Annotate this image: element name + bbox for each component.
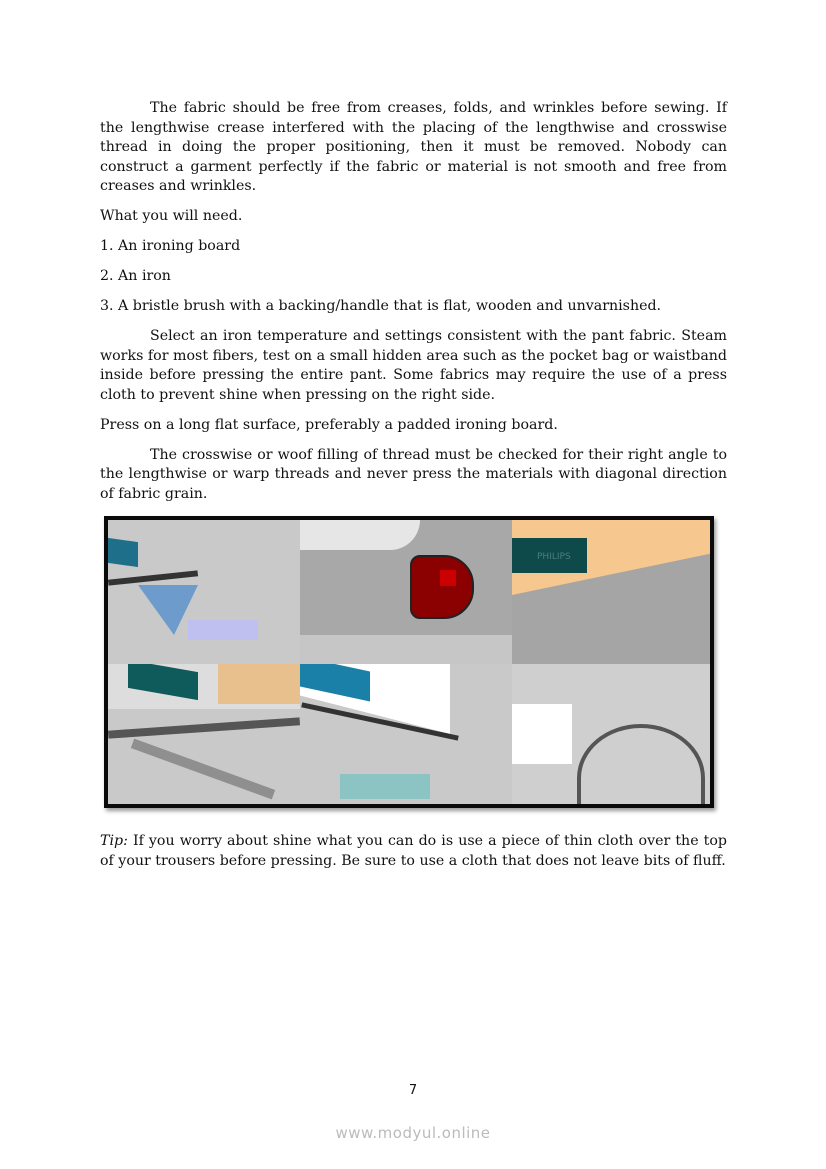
brand-logo: PHILIPS <box>537 552 571 562</box>
tip-paragraph <box>100 832 727 871</box>
list-item: 2. An iron <box>100 268 171 284</box>
paragraph-temperature: Select an iron temperature and settings consistent with the pant fabric. Steam works for most fibers, test on a small hidden area such as the pocket bag or waistband inside before pressing the entire pant. Some fabrics may require the use of a press cloth to prevent shine when pressing on the right side. <box>100 328 727 403</box>
what-you-need-heading: What you will need. <box>100 208 243 224</box>
paragraph-surface: Press on a long flat surface, preferably a padded ironing board. <box>100 416 558 433</box>
list-item: 1. An ironing board <box>100 238 241 254</box>
document-body <box>100 99 727 882</box>
photo-tile <box>300 520 512 664</box>
paragraph-grain: The crosswise or woof filling of thread must be checked for their right angle to the lengthwise or warp threads and never press the materials with diagonal direction of fabric grain. <box>100 446 727 502</box>
photo-tile <box>108 664 300 804</box>
iron-photo-collage <box>104 516 714 808</box>
paragraph-creases: The fabric should be free from creases, folds, and wrinkles before sewing. If the lengthwise crease interfered with the placing of the lengthwise and crosswise thread in doing the proper positioning, then it must be removed. Nobody can construct a garment perfectly if the fabric or material is not smooth and free from creases and wrinkles. <box>100 100 727 194</box>
tip-label: Tip: <box>100 833 128 849</box>
photo-tile <box>108 520 300 664</box>
photo-tile <box>512 664 710 804</box>
list-item: 3. A bristle brush with a backing/handle that is flat, wooden and unvarnished. <box>100 298 662 314</box>
photo-tile <box>300 664 512 804</box>
watermark: www.modyul.online <box>335 1124 491 1142</box>
tip-text: If you worry about shine what you can do is use a piece of thin cloth over the top of your trousers before pressing. Be sure to use a cloth that does not leave bits of fluff. <box>100 833 727 869</box>
photo-tile <box>512 520 710 664</box>
page-number: 7 <box>408 1083 418 1098</box>
